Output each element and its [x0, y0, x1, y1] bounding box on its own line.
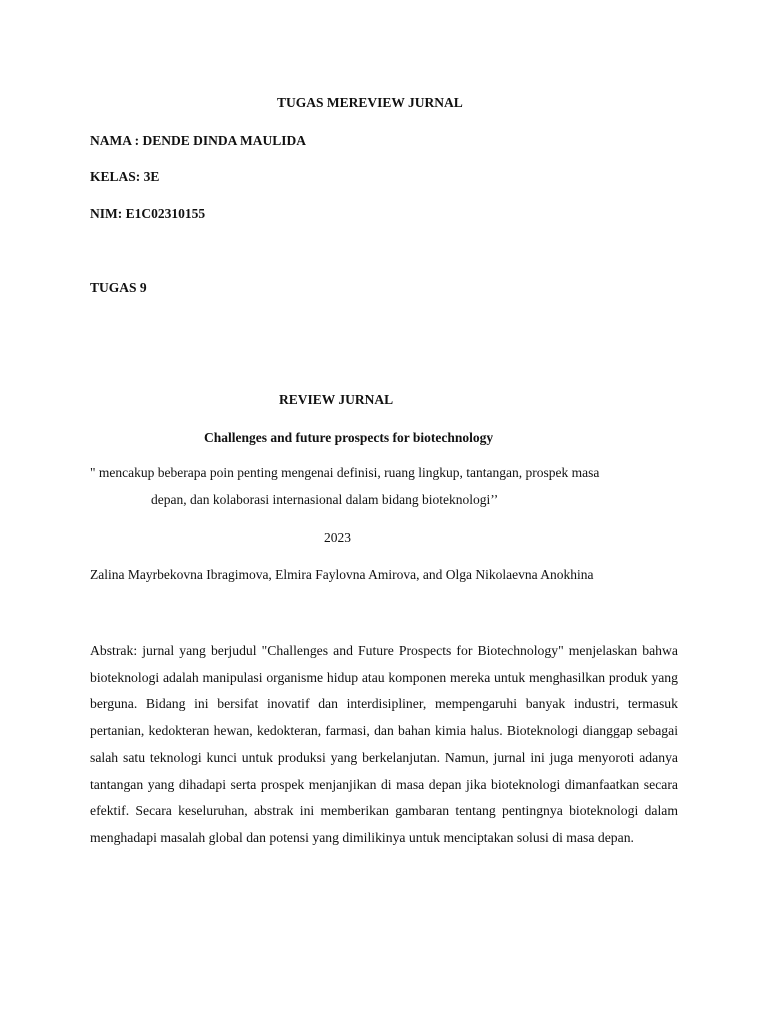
journal-authors: Zalina Mayrbekovna Ibragimova, Elmira Faylovna Amirova, and Olga Nikolaevna Anokhina	[90, 567, 594, 582]
quote-line-1: " mencakup beberapa poin penting mengenai definisi, ruang lingkup, tantangan, prospek masa	[90, 465, 600, 480]
publication-year: 2023	[324, 530, 351, 545]
journal-title: Challenges and future prospects for biotechnology	[204, 430, 494, 445]
student-class: KELAS: 3E	[90, 169, 160, 184]
review-heading: REVIEW JURNAL	[279, 392, 394, 407]
student-name: NAMA : DENDE DINDA MAULIDA	[90, 133, 306, 148]
abstract-section	[90, 638, 678, 852]
student-nim: NIM: E1C02310155	[90, 206, 206, 221]
quote-line-2: depan, dan kolaborasi internasional dalam bidang bioteknologi’’	[151, 492, 499, 507]
abstract-paragraph: Abstrak: jurnal yang berjudul "Challenges and Future Prospects for Biotechnology" menjelaskan bahwa bioteknologi adalah manipulasi organisme hidup atau komponen mereka untuk menghasilkan produk yang berguna. Bidang ini bersifat inovatif dan interdisipliner, mempengaruhi banyak industri, termasuk pertanian, kedokteran hewan, kedokteran, farmasi, dan bahan kimia halus. Bioteknologi dianggap sebagai salah satu teknologi kunci untuk produksi yang berkelanjutan. Namun, jurnal ini juga menyoroti adanya tantangan yang dihadapi serta prospek menjanjikan di masa depan jika bioteknologi dimanfaatkan secara efektif. Secara keseluruhan, abstrak ini memberikan gambaran tentang pentingnya bioteknologi dalam menghadapi masalah global dan potensi yang dimilikinya untuk menciptakan solusi di masa depan.	[90, 643, 678, 845]
document-title: TUGAS MEREVIEW JURNAL	[277, 95, 463, 110]
assignment-number: TUGAS 9	[90, 280, 147, 295]
